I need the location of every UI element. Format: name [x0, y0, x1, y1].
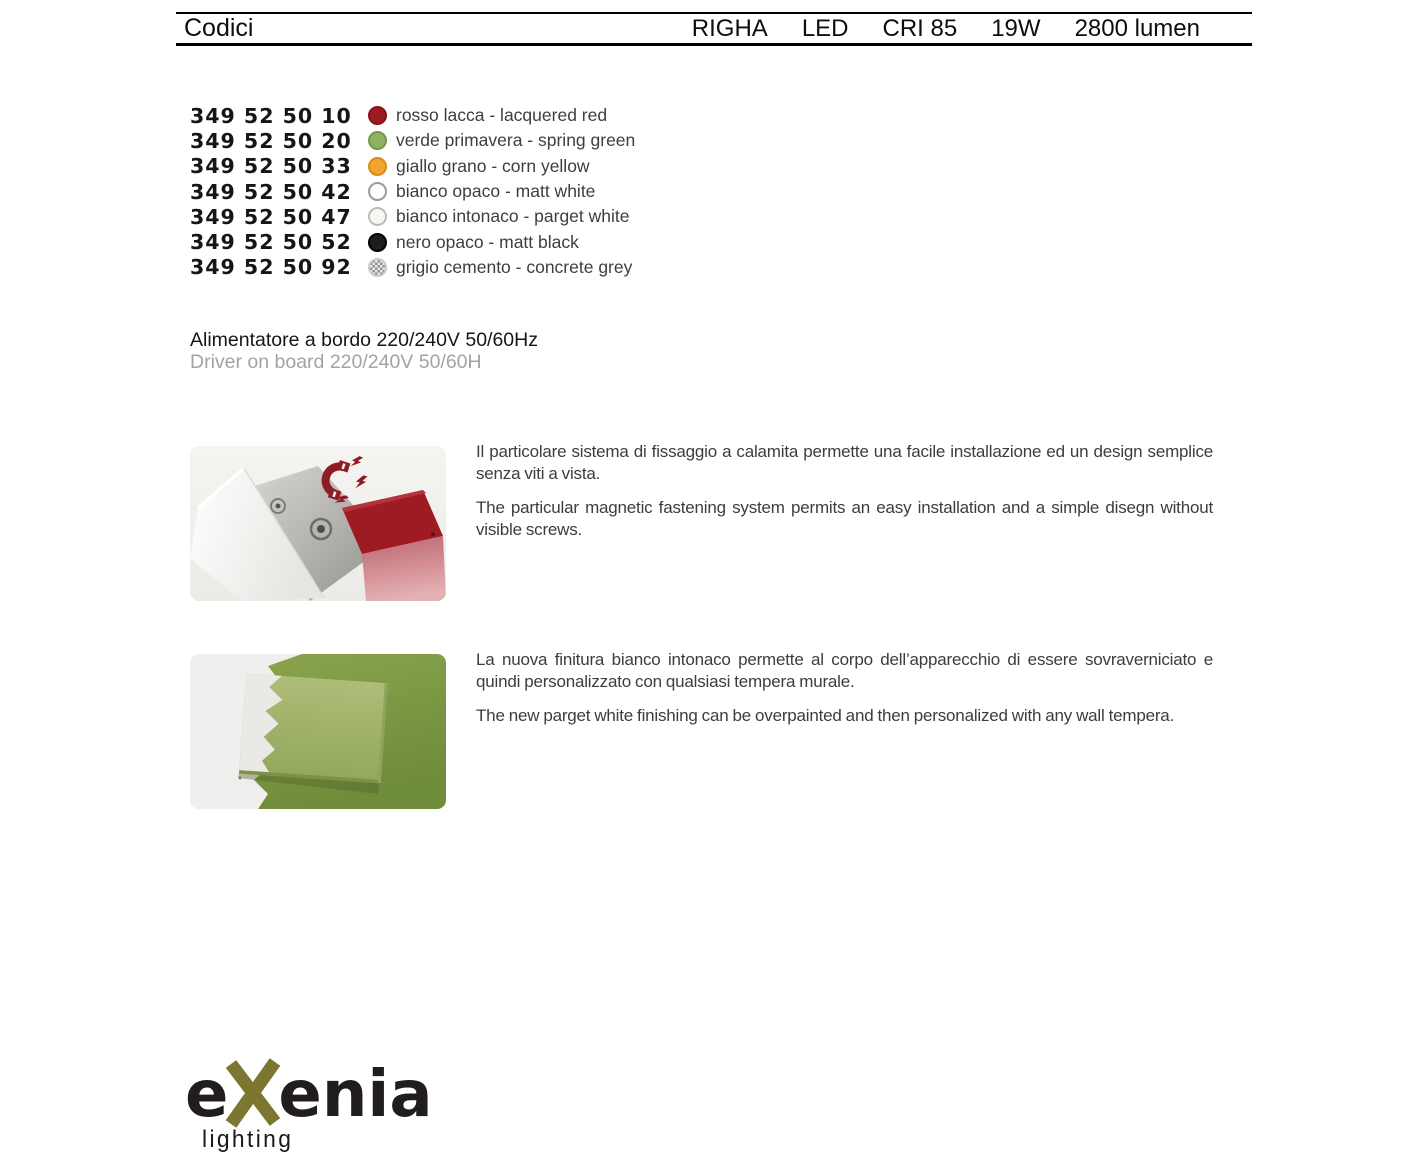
- product-code: 349 52 50 33: [190, 154, 352, 179]
- product-code: 349 52 50 20: [190, 128, 352, 153]
- logo-text-pre: e: [185, 1058, 229, 1132]
- product-code: 349 52 50 47: [190, 204, 352, 229]
- color-swatch-lacquered-red: [368, 106, 387, 125]
- feature-magnetic-fastening: [190, 442, 1213, 601]
- magnet-installation-image: [190, 446, 446, 601]
- color-swatch-matt-black: [368, 233, 387, 252]
- code-row: [190, 179, 635, 204]
- color-swatch-corn-yellow: [368, 157, 387, 176]
- color-swatch-concrete-grey: [368, 258, 387, 277]
- product-code: 349 52 50 92: [190, 255, 352, 280]
- header: [176, 12, 1252, 46]
- product-codes-list: [190, 103, 635, 280]
- code-row: [190, 229, 635, 254]
- paint-finish-image: [190, 654, 446, 809]
- color-swatch-parget-white: [368, 207, 387, 226]
- color-swatch-spring-green: [368, 131, 387, 150]
- product-specs: [692, 15, 1200, 43]
- color-swatch-matt-white: [368, 182, 387, 201]
- code-row: [190, 204, 635, 229]
- spec-source: LED: [801, 14, 849, 42]
- brand-logo-sub: lighting: [202, 1126, 294, 1153]
- product-code: 349 52 50 52: [190, 230, 352, 255]
- driver-info: [190, 329, 538, 373]
- page-title: Codici: [184, 14, 254, 42]
- color-label: grigio cemento - concrete grey: [396, 256, 633, 277]
- brand-logo: [185, 1056, 433, 1154]
- color-label: verde primavera - spring green: [396, 130, 636, 151]
- code-row: [190, 103, 635, 128]
- spec-lumen: 2800 lumen: [1074, 14, 1200, 42]
- logo-text-post: enia: [278, 1058, 433, 1132]
- color-label: giallo grano - corn yellow: [396, 155, 590, 176]
- brand-logo-word: [185, 1056, 433, 1130]
- code-row: [190, 128, 635, 153]
- spec-cri: CRI 85: [882, 14, 958, 42]
- feature-text: [476, 441, 1213, 540]
- feature-text: [476, 649, 1213, 727]
- color-label: bianco intonaco - parget white: [396, 206, 630, 227]
- color-label: rosso lacca - lacquered red: [396, 105, 608, 126]
- logo-x-icon: [224, 1056, 282, 1130]
- feature-text-it: Il particolare sistema di fissaggio a calamita permette una facile installazione ed un design semplice senza viti a vista.: [476, 442, 1213, 483]
- feature-text-en: The particular magnetic fastening system permits an easy installation and a simple disegn without visible screws.: [476, 498, 1213, 539]
- color-label: nero opaco - matt black: [396, 231, 579, 252]
- driver-info-it: Alimentatore a bordo 220/240V 50/60Hz: [190, 329, 538, 351]
- parget-white-paint-photo: [190, 654, 446, 809]
- code-row: [190, 154, 635, 179]
- driver-info-en: Driver on board 220/240V 50/60H: [190, 351, 482, 373]
- feature-parget-white: [190, 650, 1213, 809]
- product-code: 349 52 50 10: [190, 103, 352, 128]
- feature-text-it: La nuova finitura bianco intonaco permette al corpo dell’apparecchio di essere sovraverniciato e quindi personalizzato con qualsiasi tempera murale.: [476, 650, 1213, 691]
- color-label: bianco opaco - matt white: [396, 181, 596, 202]
- magnetic-fastening-photo: [190, 446, 446, 601]
- feature-text-en: The new parget white finishing can be overpainted and then personalized with any wall tempera.: [476, 706, 1175, 725]
- code-row: [190, 255, 635, 280]
- spec-product-name: RIGHA: [691, 14, 768, 42]
- spec-wattage: 19W: [991, 14, 1041, 42]
- product-code: 349 52 50 42: [190, 179, 352, 204]
